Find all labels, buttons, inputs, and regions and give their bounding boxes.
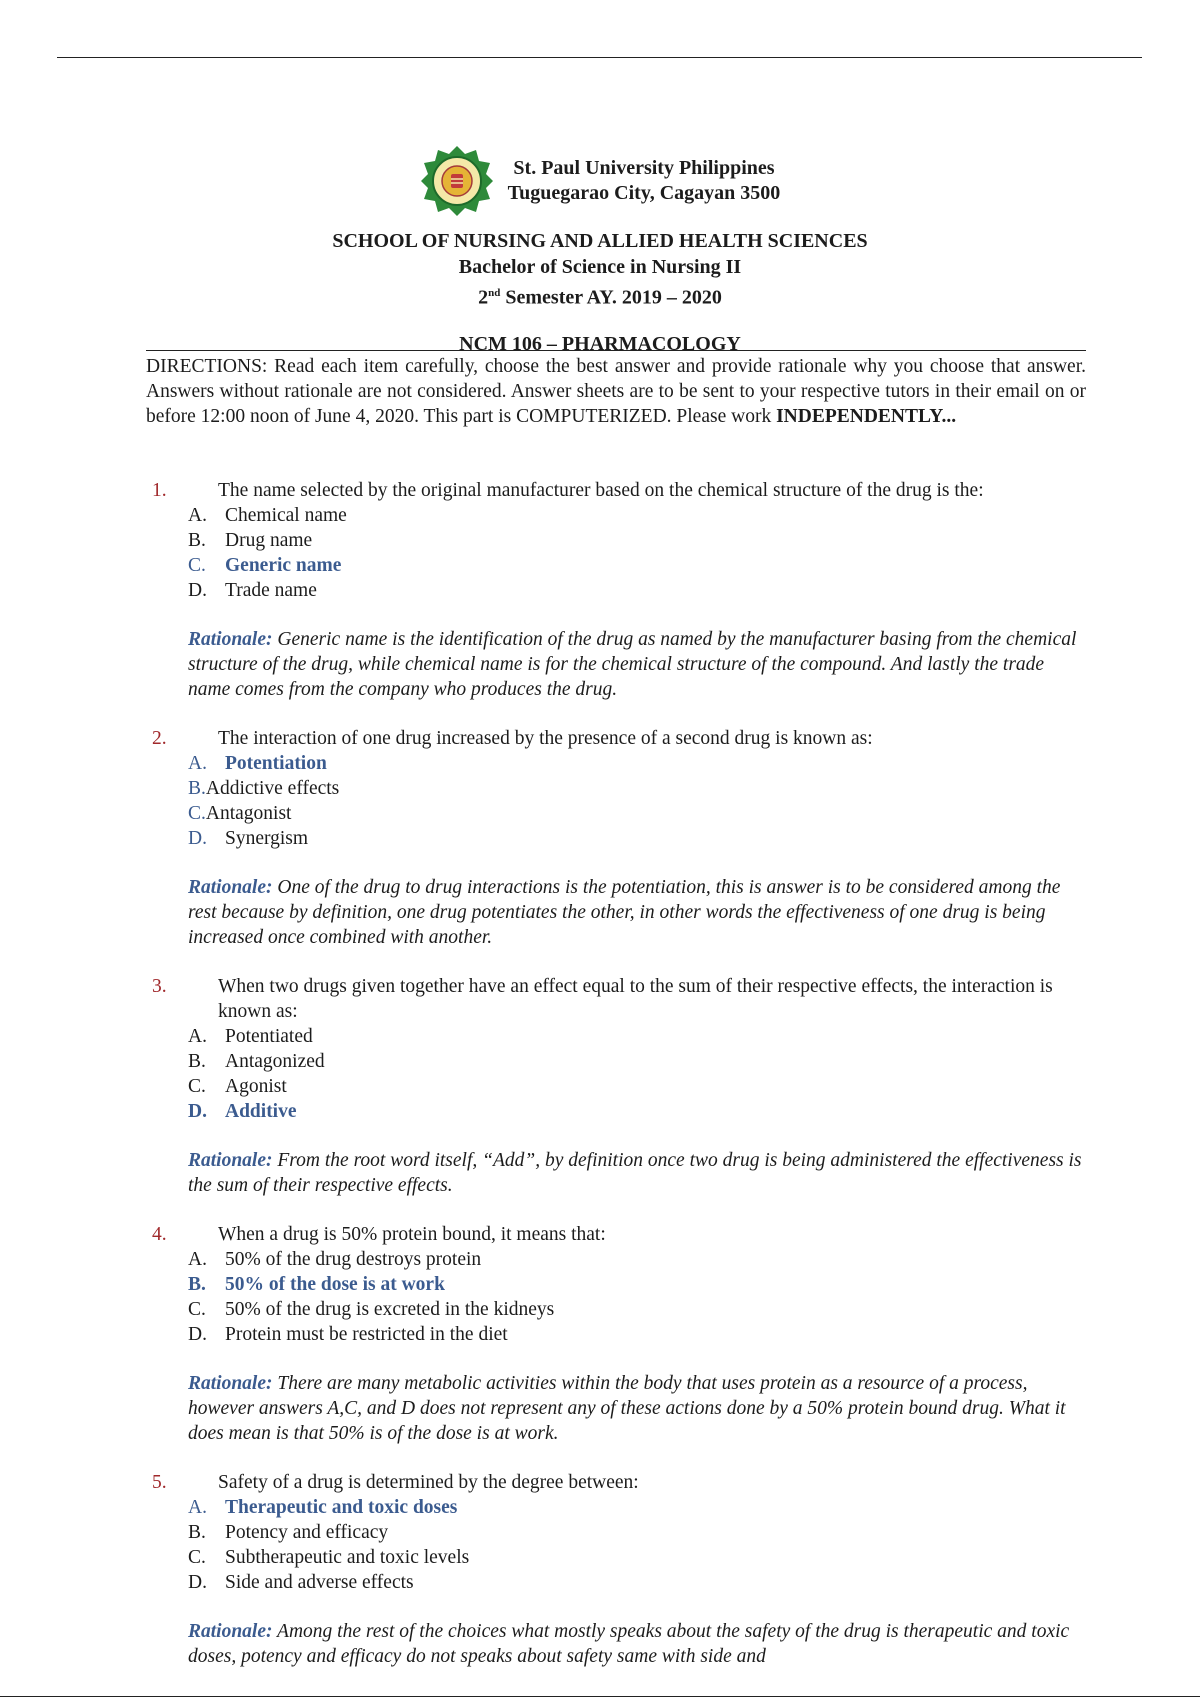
choice-a-correct: [188, 751, 1086, 776]
question-stem: [146, 1222, 1086, 1247]
choice-letter: B.: [188, 1274, 206, 1295]
semester-line: [0, 280, 1200, 311]
question-list: [146, 478, 1086, 1693]
course-title: NCM 106 – PHARMACOLOGY: [459, 332, 741, 355]
choice-c: [188, 1074, 1086, 1099]
rationale-text: There are many metabolic activities within the body that uses protein as a resource of a process, however answers A,C, and D does not represent any of these actions done by a 50% protein bound drug. What it does mean is that 50% is of the dose is at work.: [188, 1373, 1066, 1444]
choice-letter: A.: [188, 1497, 207, 1518]
university-seal-logo: [420, 144, 494, 218]
document-header: [0, 144, 1200, 357]
rationale-label: Rationale:: [188, 1373, 273, 1394]
question-5: [146, 1470, 1086, 1669]
question-text: When a drug is 50% protein bound, it means that:: [218, 1224, 606, 1245]
rationale-text: From the root word itself, “Add”, by definition once two drug is being administered the effectiveness is the sum of their respective effects.: [188, 1150, 1082, 1196]
choice-letter: B.: [188, 530, 206, 551]
question-stem: [146, 974, 1086, 1024]
choice-text: Synergism: [225, 828, 309, 849]
program-name: Bachelor of Science in Nursing II: [458, 256, 742, 278]
choice-letter: C.: [188, 555, 206, 576]
choice-letter: A.: [188, 1249, 207, 1270]
choice-d: [188, 826, 1086, 851]
choice-text: Potentiated: [225, 1026, 313, 1047]
choice-text: Antagonized: [225, 1051, 325, 1072]
question-number: 5.: [152, 1472, 167, 1493]
semester-ordinal: nd: [488, 287, 501, 299]
choice-text: Antagonist: [205, 803, 292, 824]
directions-block: [146, 350, 1086, 429]
choice-d: [188, 1570, 1086, 1595]
choice-a: [188, 503, 1086, 528]
choice-list: [146, 1024, 1086, 1124]
question-number: 1.: [152, 480, 167, 501]
rationale: [146, 1371, 1086, 1446]
choice-text: 50% of the dose is at work: [225, 1274, 445, 1295]
question-number: 2.: [152, 728, 167, 749]
choice-text: 50% of the drug destroys protein: [225, 1249, 482, 1270]
rationale-label: Rationale:: [188, 877, 273, 898]
university-block: [0, 144, 1200, 218]
choice-letter: C.: [188, 1547, 206, 1568]
choice-letter: C.: [188, 1076, 206, 1097]
question-stem: [146, 1470, 1086, 1495]
choice-list: [146, 503, 1086, 603]
rationale-text: Among the rest of the choices what mostly speaks about the safety of the drug is therapeutic and toxic doses, potency and efficacy do not speaks about safety same with side and: [188, 1621, 1070, 1667]
top-rule: [57, 57, 1142, 58]
choice-d: [188, 578, 1086, 603]
choice-letter: A.: [188, 753, 207, 774]
rationale-label: Rationale:: [188, 1621, 273, 1642]
rationale: [146, 875, 1086, 950]
university-name: St. Paul University Philippines: [513, 157, 775, 179]
choice-text: Agonist: [225, 1076, 287, 1097]
choice-letter: D.: [188, 1324, 207, 1345]
question-3: [146, 974, 1086, 1198]
rationale-text: Generic name is the identification of the drug as named by the manufacturer basing from the chemical structure of the drug, while chemical name is for the chemical structure of the compound. And lastly the trade name comes from the company who produces the drug.: [188, 629, 1077, 700]
choice-letter: C.: [188, 803, 206, 824]
choice-text: Therapeutic and toxic doses: [225, 1497, 458, 1518]
choice-list: [146, 1495, 1086, 1595]
choice-text: Subtherapeutic and toxic levels: [225, 1547, 470, 1568]
rationale-label: Rationale:: [188, 629, 273, 650]
choice-b: [188, 1049, 1086, 1074]
choice-letter: B.: [188, 778, 206, 799]
semester-year: Semester AY. 2019 – 2020: [500, 286, 722, 309]
question-4: [146, 1222, 1086, 1446]
choice-list: [146, 751, 1086, 851]
choice-text: Chemical name: [225, 505, 347, 526]
choice-c-correct: [188, 553, 1086, 578]
choice-text: Trade name: [225, 580, 317, 601]
university-location: Tuguegarao City, Cagayan 3500: [507, 182, 781, 204]
question-1: [146, 478, 1086, 702]
choice-c: [188, 801, 1086, 826]
bottom-rule: [0, 1696, 1200, 1697]
choice-c: [188, 1545, 1086, 1570]
choice-letter: A.: [188, 1026, 207, 1047]
choice-c: [188, 1297, 1086, 1322]
choice-d-correct: [188, 1099, 1086, 1124]
choice-letter: D.: [188, 1572, 207, 1593]
choice-text: Potency and efficacy: [225, 1522, 389, 1543]
choice-text: 50% of the drug is excreted in the kidneys: [225, 1299, 555, 1320]
question-2: [146, 726, 1086, 950]
choice-a-correct: [188, 1495, 1086, 1520]
choice-b: [188, 776, 1086, 801]
question-text: The name selected by the original manufacturer based on the chemical structure of the drug is the:: [218, 480, 984, 501]
choice-letter: D.: [188, 580, 207, 601]
choice-text: Side and adverse effects: [225, 1572, 414, 1593]
question-number: 4.: [152, 1224, 167, 1245]
question-stem: [146, 726, 1086, 751]
choice-letter: B.: [188, 1051, 206, 1072]
choice-text: Potentiation: [225, 753, 327, 774]
rationale-text: One of the drug to drug interactions is the potentiation, this is answer is to be considered among the rest because by definition, one drug potentiates the other, in other words the effectiveness of one drug is being increased once combined with another.: [188, 877, 1061, 948]
choice-letter: A.: [188, 505, 207, 526]
semester-number: 2: [478, 286, 489, 309]
choice-letter: D.: [188, 1101, 207, 1122]
school-name: SCHOOL OF NURSING AND ALLIED HEALTH SCIENCES: [332, 230, 868, 252]
choice-text: Protein must be restricted in the diet: [225, 1324, 508, 1345]
question-number: 3.: [152, 976, 167, 997]
rationale: [146, 627, 1086, 702]
choice-b-correct: [188, 1272, 1086, 1297]
choice-text: Drug name: [225, 530, 313, 551]
question-text: The interaction of one drug increased by the presence of a second drug is known as:: [218, 728, 873, 749]
choice-text: Generic name: [225, 555, 342, 576]
choice-a: [188, 1247, 1086, 1272]
choice-b: [188, 1520, 1086, 1545]
choice-letter: D.: [188, 828, 207, 849]
question-stem: [146, 478, 1086, 503]
choice-list: [146, 1247, 1086, 1347]
rationale-label: Rationale:: [188, 1150, 273, 1171]
directions-text: DIRECTIONS: Read each item carefully, choose the best answer and provide rationale why you choose that answer. Answers without rationale are not considered. Answer sheets are to be sent to your respective tutors in their email on or before 12:00 noon of June 4, 2020. This part is COMPUTERIZED. Please work: [146, 356, 1086, 427]
choice-b: [188, 528, 1086, 553]
choice-letter: C.: [188, 1299, 206, 1320]
question-text: When two drugs given together have an effect equal to the sum of their respective effects, the interaction is known as:: [218, 976, 1053, 1022]
choice-d: [188, 1322, 1086, 1347]
question-text: Safety of a drug is determined by the degree between:: [218, 1472, 639, 1493]
choice-a: [188, 1024, 1086, 1049]
choice-text: Additive: [225, 1101, 297, 1122]
rationale: [146, 1148, 1086, 1198]
rationale: [146, 1619, 1086, 1669]
directions-emphasis: INDEPENDENTLY...: [776, 406, 957, 427]
choice-text: Addictive effects: [205, 778, 340, 799]
choice-letter: B.: [188, 1522, 206, 1543]
